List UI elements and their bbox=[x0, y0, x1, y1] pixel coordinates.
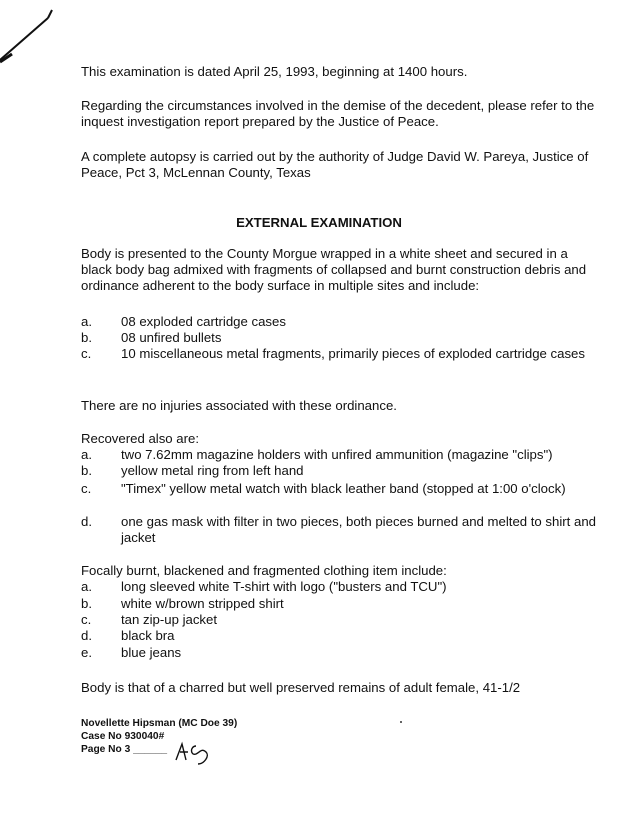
no-injuries-paragraph: There are no injuries associated with these ordinance. bbox=[81, 398, 397, 413]
list-marker: a. bbox=[81, 579, 92, 594]
list-text: black bra bbox=[121, 628, 175, 643]
recovered-label: Recovered also are: bbox=[81, 431, 200, 446]
list-text: 10 miscellaneous metal fragments, primarily pieces of exploded cartridge cases bbox=[121, 346, 585, 361]
list-item bbox=[81, 330, 601, 346]
autopsy-authority-paragraph: A complete autopsy is carried out by the authority of Judge David W. Pareya, Justice of Peace, Pct 3, McLennan County, Texas bbox=[81, 149, 589, 180]
list-text: 08 exploded cartridge cases bbox=[121, 314, 286, 329]
list-item bbox=[81, 579, 601, 595]
list-item bbox=[81, 447, 601, 463]
list-item bbox=[81, 346, 601, 378]
exam-date-paragraph: This examination is dated April 25, 1993, beginning at 1400 hours. bbox=[81, 64, 468, 79]
list-marker: c. bbox=[81, 612, 92, 627]
list-text: white w/brown stripped shirt bbox=[121, 596, 284, 611]
list-marker: e. bbox=[81, 645, 92, 660]
list-text: long sleeved white T-shirt with logo ("busters and TCU") bbox=[121, 579, 447, 594]
corner-fold-mark bbox=[0, 0, 60, 70]
list-marker: d. bbox=[81, 514, 92, 529]
list-item bbox=[81, 612, 601, 628]
list-marker: c. bbox=[81, 481, 92, 496]
list-marker: a. bbox=[81, 314, 92, 329]
list-marker: b. bbox=[81, 463, 92, 478]
list-item bbox=[81, 481, 601, 513]
list-text: tan zip-up jacket bbox=[121, 612, 218, 627]
circumstances-paragraph: Regarding the circumstances involved in the demise of the decedent, please refer to the inquest investigation report prepared by the Justice of Peace. bbox=[81, 98, 595, 129]
list-item bbox=[81, 514, 601, 546]
list-item bbox=[81, 463, 601, 479]
list-text: "Timex" yellow metal watch with black leather band (stopped at 1:00 o'clock) bbox=[121, 481, 566, 496]
list-marker: c. bbox=[81, 346, 92, 361]
list-marker: a. bbox=[81, 447, 92, 462]
list-item bbox=[81, 314, 601, 330]
footer-name: Novellette Hipsman (MC Doe 39) bbox=[81, 718, 238, 729]
list-text: 08 unfired bullets bbox=[121, 330, 222, 345]
list-text: yellow metal ring from left hand bbox=[121, 463, 304, 478]
footer-case: Case No 930040# bbox=[81, 731, 165, 742]
body-description-paragraph: Body is that of a charred but well preserved remains of adult female, 41-1/2 bbox=[81, 680, 521, 695]
list-item bbox=[81, 596, 601, 612]
list-text: blue jeans bbox=[121, 645, 182, 660]
list-item bbox=[81, 645, 601, 661]
footer-page: Page No 3 ______ bbox=[81, 744, 168, 755]
clothing-label: Focally burnt, blackened and fragmented clothing item include: bbox=[81, 563, 447, 578]
list-marker: d. bbox=[81, 628, 92, 643]
handwritten-initials bbox=[140, 738, 220, 768]
list-marker: b. bbox=[81, 596, 92, 611]
list-marker: b. bbox=[81, 330, 92, 345]
body-presentation-paragraph: Body is presented to the County Morgue wrapped in a white sheet and secured in a black body bag admixed with fragments of collapsed and burnt construction debris and ordinance adherent to the body surface in multiple sites and include: bbox=[81, 246, 587, 293]
section-heading: EXTERNAL EXAMINATION bbox=[236, 215, 402, 230]
list-text: two 7.62mm magazine holders with unfired ammunition (magazine "clips") bbox=[121, 447, 553, 462]
list-text: one gas mask with filter in two pieces, both pieces burned and melted to shirt and jacket bbox=[121, 514, 597, 545]
list-item bbox=[81, 628, 601, 644]
stray-mark bbox=[400, 721, 402, 723]
